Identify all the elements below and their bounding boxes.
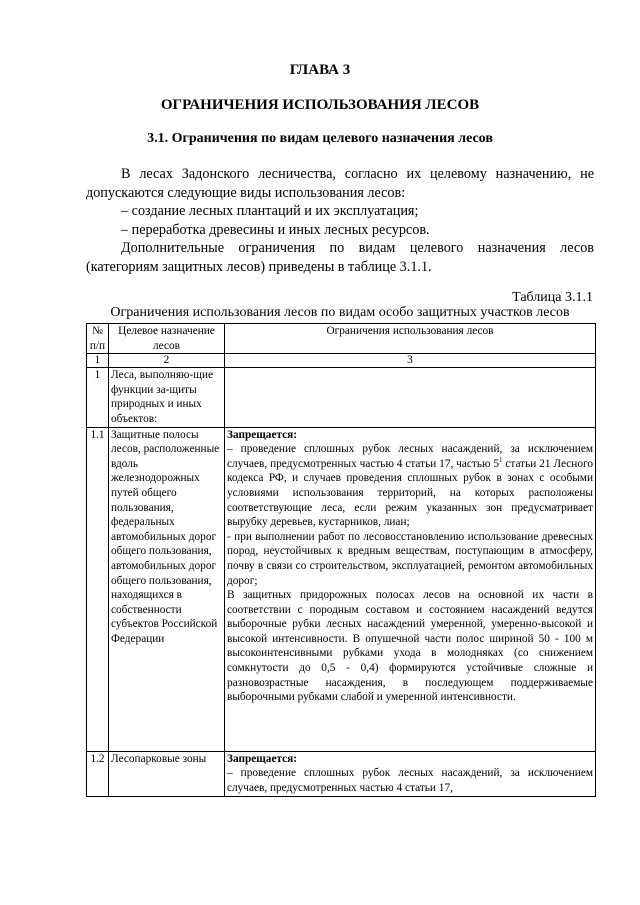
row-number: 1.2 — [87, 751, 109, 796]
restrictions-table — [86, 323, 596, 797]
table-row — [87, 368, 596, 427]
header-purpose: Целевое назначение лесов — [109, 324, 225, 354]
table-row — [87, 427, 596, 751]
intro-list-item: – создание лесных плантаций и их эксплуатация; — [121, 203, 419, 219]
row-number: 1 — [87, 368, 109, 427]
restriction-item: – проведение сплошных рубок лесных насаждений, за исключением случаев, предусмотренных частью 4 статьи 17, — [227, 767, 593, 795]
column-number: 3 — [225, 354, 596, 368]
intro-text — [86, 165, 594, 276]
table-title: Ограничения использования лесов по видам особо защитных участков лесов — [110, 305, 570, 320]
section-heading: 3.1. Ограничения по видам целевого назначения лесов — [147, 131, 493, 146]
restriction-item: В защитных придорожных полосах лесов на основной их части в соответствии с породным составом и состоянием насаждений ведутся выборочные рубки лесных насаждений умеренной, умеренно-высокой и высокой интенсивности. В опушечной части полос шириной 50 - 100 м высокоинтенсивными рубками ухода в молодняках (со снижением сомкнутости до 0,5 - 0,4) формируются устойчивые сложные и разновозрастные насаждения, в последующем поддерживаемые выборочными рубками слабой и умеренной интенсивности. — [227, 589, 593, 704]
intro-paragraph: Дополнительные ограничения по видам целевого назначения лесов (категориям защитных лесов) приведены в таблице 3.1.1. — [86, 240, 594, 275]
row-purpose: Защитные полосы лесов, расположенные вдоль железнодорожных путей общего пользования, федеральных автомобильных дорог общего пользования, автомобильных дорог общего пользования, находящихся в собственности субъектов Российской Федерации — [109, 427, 225, 751]
row-purpose: Леса, выполняю-щие функции за-щиты природных и иных объектов: — [109, 368, 225, 427]
page-title: ОГРАНИЧЕНИЯ ИСПОЛЬЗОВАНИЯ ЛЕСОВ — [160, 97, 480, 113]
row-restrictions — [225, 368, 596, 427]
header-restrictions: Ограничения использования лесов — [225, 324, 596, 354]
restriction-item: - при выполнении работ по лесовосстановлению использование древесных пород, неустойчивых к вредным веществам, поступающим в атмосферу, почву в связи со строительством, эксплуатацией, ремонтом автомобильных дорог; — [227, 530, 593, 587]
row-number: 1.1 — [87, 427, 109, 751]
restriction-item: – проведение сплошных рубок лесных насаждений, за исключением случаев, предусмотренных частью 4 статьи 17, частью $5^1$ статьи 21 Лесного кодекса РФ, и случаев проведения сплошных рубок в зонах с особыми условиями использования территорий, на которых расположены соответствующие леса, если режим указанных зон предусматривает вырубку деревьев, кустарников, лиан; — [227, 443, 593, 529]
intro-list-item: – переработка древесины и иных лесных ресурсов. — [121, 221, 430, 238]
table-column-numbers-row — [87, 354, 596, 368]
column-number: 2 — [109, 354, 225, 368]
intro-paragraph: В лесах Задонского лесничества, согласно их целевому назначению, не допускаются следующие виды использования лесов: — [86, 166, 594, 201]
restriction-label: Запрещается: — [227, 752, 298, 765]
restriction-label: Запрещается: — [227, 428, 298, 441]
row-purpose: Лесопарковые зоны — [109, 751, 225, 796]
column-number: 1 — [87, 354, 109, 368]
row-restrictions — [225, 751, 596, 796]
table-caption: Таблица 3.1.1 — [512, 290, 593, 305]
table-row — [87, 751, 596, 796]
header-number: № п/п — [87, 324, 109, 354]
chapter-heading: ГЛАВА 3 — [289, 62, 351, 78]
row-restrictions — [225, 427, 596, 751]
table-header-row — [87, 324, 596, 354]
